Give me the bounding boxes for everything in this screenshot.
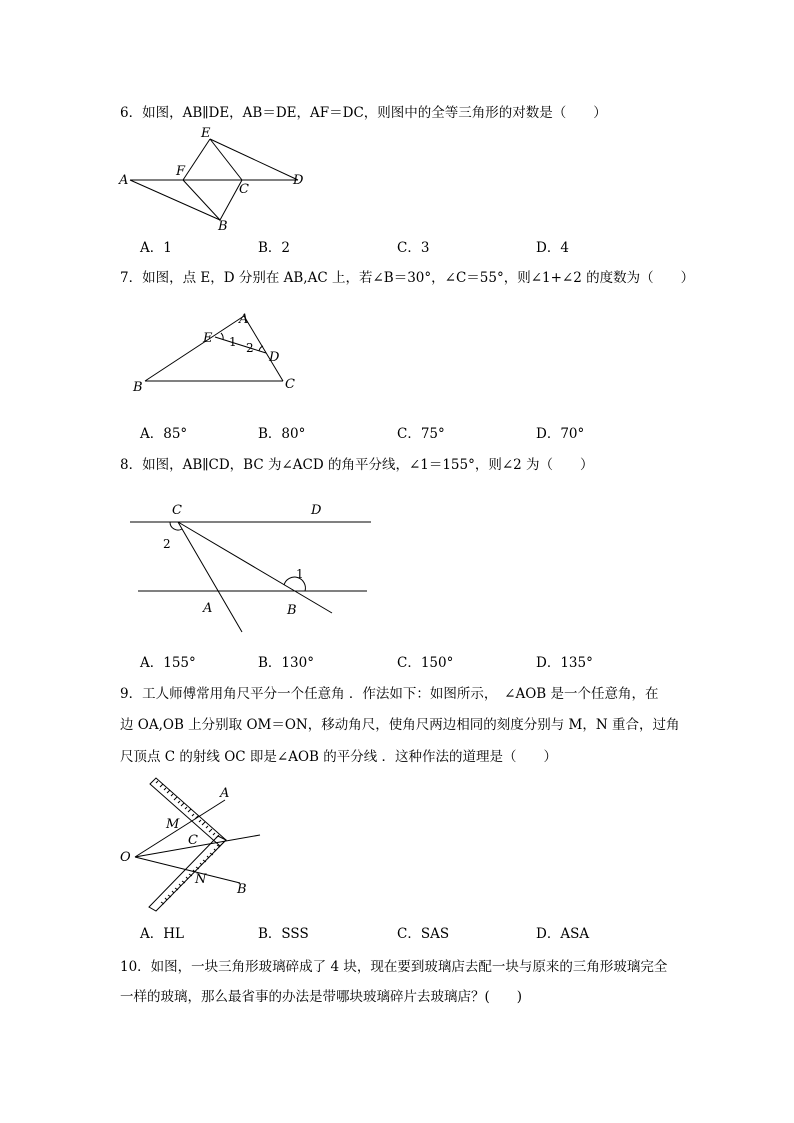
q6-label-c: C: [239, 182, 249, 197]
q6-label-f: F: [176, 164, 186, 179]
q9-line1: 9．工人师傅常用角尺平分一个任意角 ．作法如下：如图所示， ∠AOB 是一个任意角，在: [120, 686, 659, 702]
q9-label-c: C: [188, 833, 198, 848]
q7-label-e: E: [203, 331, 213, 346]
q9-label-n: N: [195, 872, 207, 887]
q8-label-b: B: [287, 603, 297, 618]
q9-line2: 边 OA,OB 上分别取 OM＝ON，移动角尺，使角尺两边相同的刻度分别与 M，N 重合，过角: [120, 717, 680, 733]
q7-label-a: A: [239, 312, 249, 327]
q10-line2: 一样的玻璃，那么最省事的办法是带哪块玻璃碎片去玻璃店？( ): [120, 989, 523, 1005]
q6-label-b: B: [218, 219, 228, 234]
q8-option-b: B．130°: [258, 655, 314, 671]
q7-option-c: C．75°: [397, 426, 445, 442]
q8-label-c: C: [172, 503, 182, 518]
q8-label-d: D: [311, 503, 322, 518]
q9-line3: 尺顶点 C 的射线 OC 即是∠AOB 的平分线 ．这种作法的道理是（ ）: [120, 749, 558, 765]
q9-figure: [115, 775, 275, 915]
q8-angle-1: 1: [296, 567, 304, 581]
q8-label-a: A: [203, 601, 213, 616]
q8-stem: 8．如图，AB∥CD，BC 为∠ACD 的角平分线，∠1＝155°，则∠2 为（ ）: [120, 457, 594, 473]
q7-option-d: D．70°: [536, 426, 585, 442]
q9-label-m: M: [166, 817, 180, 832]
q6-figure: [115, 125, 315, 235]
q7-figure: [128, 308, 328, 398]
q7-label-d: D: [269, 350, 280, 365]
q10-line1: 10．如图，一块三角形玻璃碎成了 4 块，现在要到玻璃店去配一块与原来的三角形玻璃完全: [120, 959, 668, 975]
q8-option-a: A．155°: [140, 655, 196, 671]
q9-label-b: B: [237, 882, 247, 897]
q6-label-d: D: [293, 173, 304, 188]
q6-option-d: D．4: [536, 240, 569, 256]
q8-option-d: D．135°: [536, 655, 593, 671]
q9-label-o: O: [120, 850, 131, 865]
q9-option-a: A．HL: [140, 926, 184, 942]
q7-label-c: C: [285, 377, 295, 392]
q8-option-c: C．150°: [397, 655, 454, 671]
q7-angle-2: 2: [246, 341, 254, 355]
q9-option-c: C．SAS: [397, 926, 450, 942]
q9-option-b: B．SSS: [258, 926, 309, 942]
q7-option-a: A．85°: [140, 426, 188, 442]
q7-stem: 7．如图，点 E，D 分别在 AB,AC 上，若∠B＝30°，∠C＝55°，则∠1+∠2 的度数为（ ）: [120, 270, 695, 286]
q6-option-a: A．1: [140, 240, 172, 256]
q9-label-a: A: [220, 786, 230, 801]
q7-option-b: B．80°: [258, 426, 306, 442]
q6-label-e: E: [201, 126, 211, 141]
q8-angle-2: 2: [163, 537, 171, 551]
q6-label-a: A: [119, 173, 129, 188]
q6-stem: 6．如图，AB∥DE，AB＝DE，AF＝DC，则图中的全等三角形的对数是（ ）: [120, 105, 607, 121]
q6-option-b: B．2: [258, 240, 291, 256]
q7-angle-1: 1: [229, 335, 237, 349]
q9-option-d: D．ASA: [536, 926, 590, 942]
q8-figure: [125, 496, 385, 636]
q7-label-b: B: [133, 380, 143, 395]
q6-option-c: C．3: [397, 240, 430, 256]
